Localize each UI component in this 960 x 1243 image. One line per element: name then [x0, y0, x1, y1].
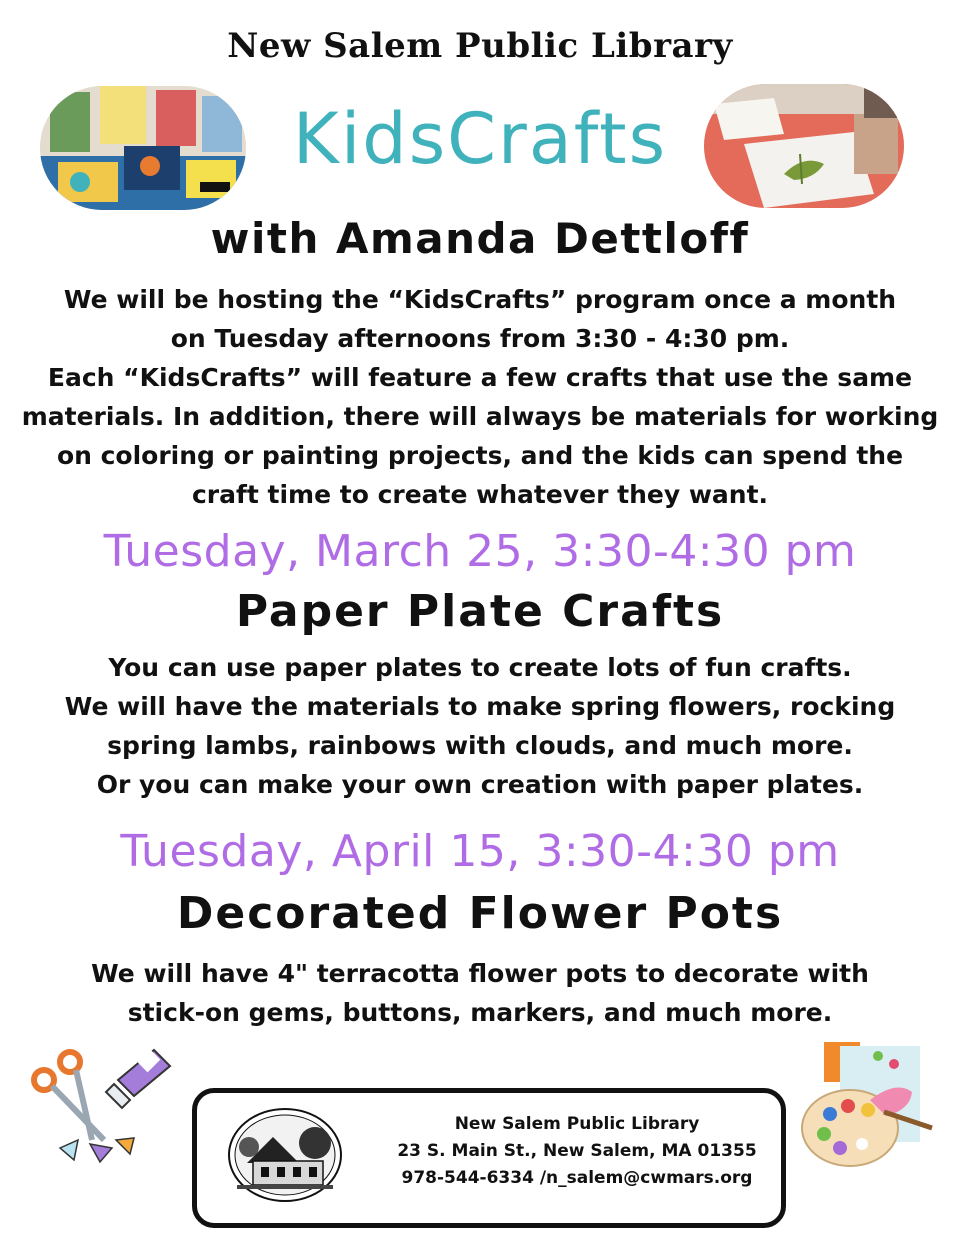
event-date-march: Tuesday, March 25, 3:30-4:30 pm	[103, 526, 857, 577]
event-line: You can use paper plates to create lots of fun crafts.	[108, 653, 852, 682]
event-line: Or you can make your own creation with paper plates.	[96, 770, 864, 799]
contact-info	[387, 1111, 767, 1192]
event-title-paper-plate: Paper Plate Crafts	[235, 586, 725, 637]
contact-box	[192, 1088, 786, 1228]
program-title: KidsCrafts	[292, 98, 668, 180]
intro-line: We will be hosting the “KidsCrafts” program once a month	[63, 285, 897, 314]
event-line: We will have the materials to make spring flowers, rocking	[64, 692, 896, 721]
host-line: with Amanda Dettloff	[210, 214, 750, 263]
event-line: spring lambs, rainbows with clouds, and much more.	[107, 731, 853, 760]
intro-paragraph	[0, 280, 960, 514]
event-line: We will have 4" terracotta flower pots to decorate with	[91, 959, 869, 988]
event-title-flower-pots: Decorated Flower Pots	[176, 888, 784, 939]
intro-line: on Tuesday afternoons from 3:30 - 4:30 pm.	[170, 324, 790, 353]
contact-name: New Salem Public Library	[454, 1114, 700, 1134]
library-seal-icon	[227, 1107, 343, 1203]
library-name: New Salem Public Library	[227, 26, 733, 66]
intro-line: materials. In addition, there will always be materials for working	[21, 402, 939, 431]
kids-crafting-photo-right	[704, 84, 904, 208]
event-date-april: Tuesday, April 15, 3:30-4:30 pm	[120, 826, 840, 877]
event-description-flower-pots	[0, 954, 960, 1032]
event-description-paper-plate	[0, 648, 960, 804]
intro-line: craft time to create whatever they want.	[191, 480, 769, 509]
intro-line: Each “KidsCrafts” will feature a few crafts that use the same	[47, 363, 913, 392]
intro-line: on coloring or painting projects, and the kids can spend the	[56, 441, 904, 470]
paint-palette-icon	[800, 1040, 936, 1170]
scissors-glue-icon	[30, 1044, 180, 1164]
contact-phone-email: 978-544-6334 /n_salem@cwmars.org	[401, 1168, 753, 1188]
event-line: stick-on gems, buttons, markers, and much more.	[127, 998, 833, 1027]
contact-address: 23 S. Main St., New Salem, MA 01355	[397, 1141, 757, 1161]
